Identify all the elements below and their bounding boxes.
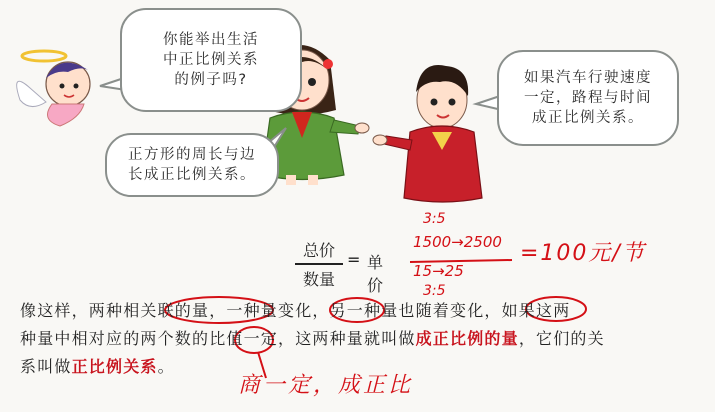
fraction-denominator: 数量 <box>302 270 335 289</box>
text: ，它们的关 <box>518 329 605 348</box>
bubble-line: 的例子吗? <box>174 72 248 88</box>
unit-price-label: 单价 <box>367 253 384 295</box>
angel-figure <box>17 51 90 126</box>
speech-bubble-girl <box>105 133 279 197</box>
fraction <box>295 238 343 290</box>
bubble-line: 长成正比例关系。 <box>128 167 256 183</box>
hand-ratio-top: 3:5 <box>423 211 446 227</box>
boy-figure <box>373 65 482 202</box>
equals-sign: = <box>347 250 361 269</box>
bubble-line: 中正比例关系 <box>163 52 259 68</box>
paragraph-line-1: 像这样，两种相关联的量，一种量变化，另一种量也随着变化，如果这两 <box>20 301 571 320</box>
hand-row-total: 1500→2500 <box>413 233 502 251</box>
term-proportional-relation: 正比例关系 <box>71 357 158 376</box>
text: 系叫做 <box>20 357 72 376</box>
bubble-line: 一定，路程与时间 <box>524 90 652 106</box>
bubble-line: 正方形的周长与边 <box>128 147 256 163</box>
paragraph-line-2 <box>20 325 710 353</box>
text: 。 <box>157 357 175 376</box>
hand-ratio-bottom: 3:5 <box>423 283 446 299</box>
text: 种量中相对应的两个数的比值一定，这两种量就叫做 <box>20 329 416 348</box>
speech-bubble-boy <box>497 50 679 146</box>
bubble-line: 你能举出生活 <box>163 32 259 48</box>
fraction-numerator: 总价 <box>302 241 335 260</box>
speech-bubble-angel <box>120 8 302 112</box>
hand-result: =100元/节 <box>520 241 646 266</box>
term-proportional-quantities: 成正比例的量 <box>415 329 519 348</box>
bubble-line: 成正比例关系。 <box>532 110 644 126</box>
bubble-line: 如果汽车行驶速度 <box>524 70 652 86</box>
hand-row-quantity: 15→25 <box>413 262 464 280</box>
hand-conclusion: 商一定，成正比 <box>238 373 414 398</box>
